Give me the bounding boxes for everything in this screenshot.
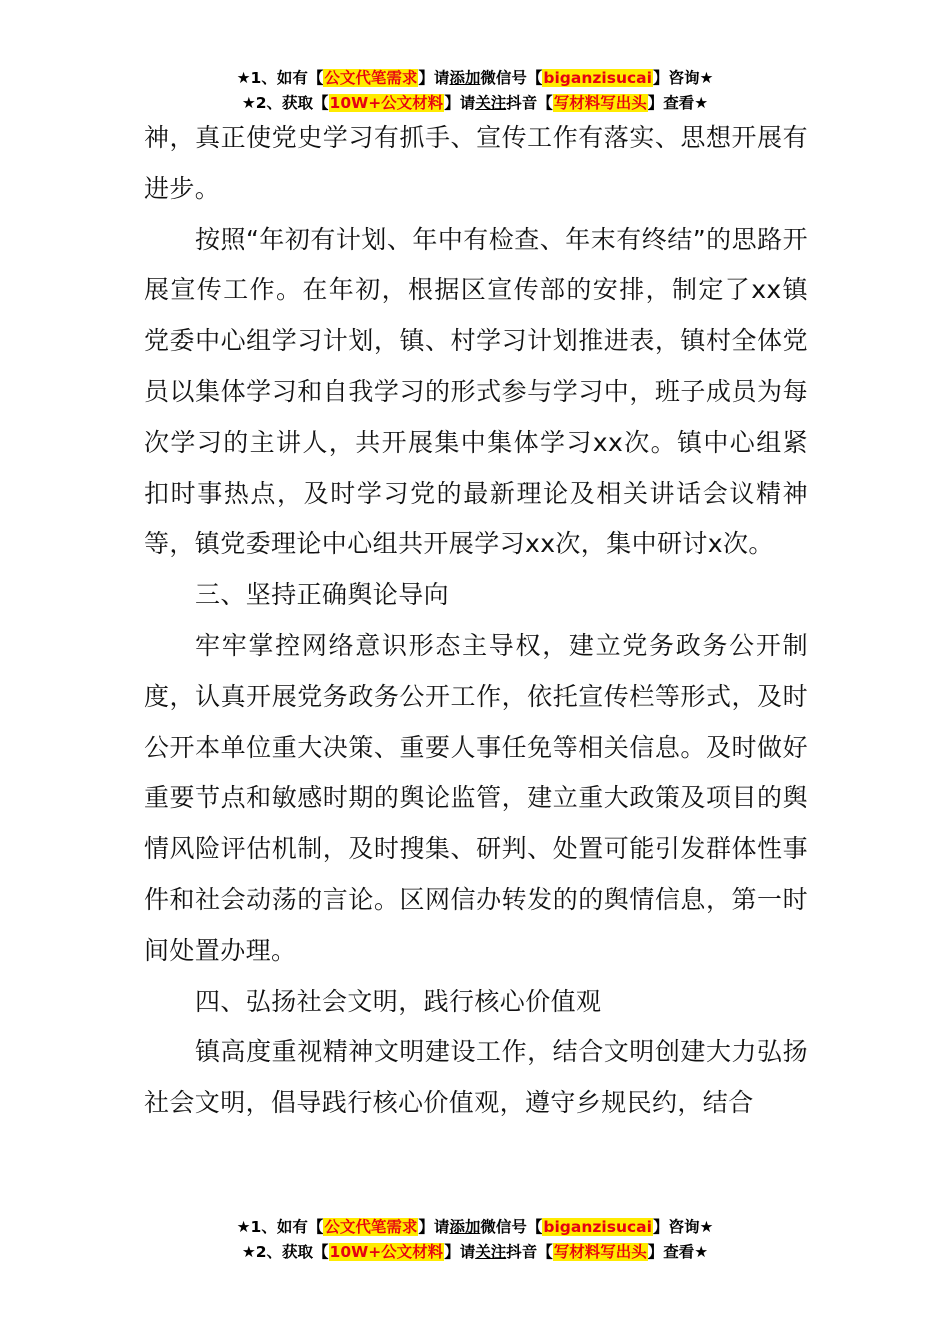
banner-underline: 添加	[449, 69, 481, 87]
banner-text: 】请	[444, 1243, 476, 1261]
banner-line-1	[0, 1215, 950, 1240]
banner-text: ★2、获取【	[241, 1243, 329, 1261]
banner-line-1	[0, 66, 950, 91]
banner-text: 】请	[444, 94, 476, 112]
banner-text: 微信号【	[480, 1218, 543, 1236]
document-body	[144, 113, 808, 1129]
banner-text: 】咨询★	[652, 1218, 714, 1236]
section-heading-4: 四、弘扬社会文明，践行核心价值观	[195, 986, 602, 1016]
banner-text: 】查看★	[647, 1243, 709, 1261]
bottom-banner	[0, 1215, 950, 1265]
paragraph-continuation: 神，真正使党史学习有抓手、宣传工作有落实、思想开展有进步。	[144, 123, 808, 203]
banner-text: 】请	[418, 69, 450, 87]
banner-highlight: 10W+公文材料	[329, 1243, 444, 1261]
banner-text: ★1、如有【	[236, 1218, 324, 1236]
banner-text: 】请	[418, 1218, 450, 1236]
banner-highlight: 10W+公文材料	[329, 94, 444, 112]
paragraph-public-opinion: 牢牢掌控网络意识形态主导权，建立党务政务公开制度，认真开展党务政务公开工作，依托宣传栏等形式，及时公开本单位重大决策、重要人事任免等相关信息。及时做好重要节点和敏感时期的舆论监管，建立重大政策及项目的舆情风险评估机制，及时搜集、研判、处置可能引发群体性事件和社会动荡的言论。区网信办转发的的舆情信息，第一时间处置办理。	[144, 630, 808, 965]
banner-underline: 添加	[449, 1218, 481, 1236]
paragraph-civilization: 镇高度重视精神文明建设工作，结合文明创建大力弘扬社会文明，倡导践行核心价值观，遵守乡规民约，结合	[144, 1037, 808, 1118]
top-banner	[0, 66, 950, 116]
banner-text: 微信号【	[480, 69, 543, 87]
banner-highlight: 写材料写出头	[553, 1243, 647, 1261]
banner-highlight: biganzisucai	[543, 69, 652, 87]
banner-text: 】咨询★	[652, 69, 714, 87]
banner-text: ★1、如有【	[236, 69, 324, 87]
section-heading-3: 三、坚持正确舆论导向	[195, 580, 450, 610]
banner-text: 抖音【	[506, 1243, 553, 1261]
banner-text: 】查看★	[647, 94, 709, 112]
banner-underline: 关注	[475, 1243, 507, 1261]
banner-highlight: biganzisucai	[543, 1218, 652, 1236]
paragraph-plan: 按照“年初有计划、年中有检查、年末有终结”的思路开展宣传工作。在年初，根据区宣传部的安排，制定了xx镇党委中心组学习计划，镇、村学习计划推进表，镇村全体党员以集体学习和自我学习的形式参与学习中，班子成员为每次学习的主讲人，共开展集中集体学习xx次。镇中心组紧扣时事热点，及时学习党的最新理论及相关讲话会议精神等，镇党委理论中心组共开展学习xx次，集中研讨x次。	[144, 224, 808, 559]
banner-underline: 关注	[475, 94, 507, 112]
banner-highlight: 公文代笔需求	[324, 1218, 418, 1236]
banner-text: ★2、获取【	[241, 94, 329, 112]
banner-highlight: 写材料写出头	[553, 94, 647, 112]
banner-highlight: 公文代笔需求	[324, 69, 418, 87]
banner-text: 抖音【	[506, 94, 553, 112]
banner-line-2	[0, 1240, 950, 1265]
